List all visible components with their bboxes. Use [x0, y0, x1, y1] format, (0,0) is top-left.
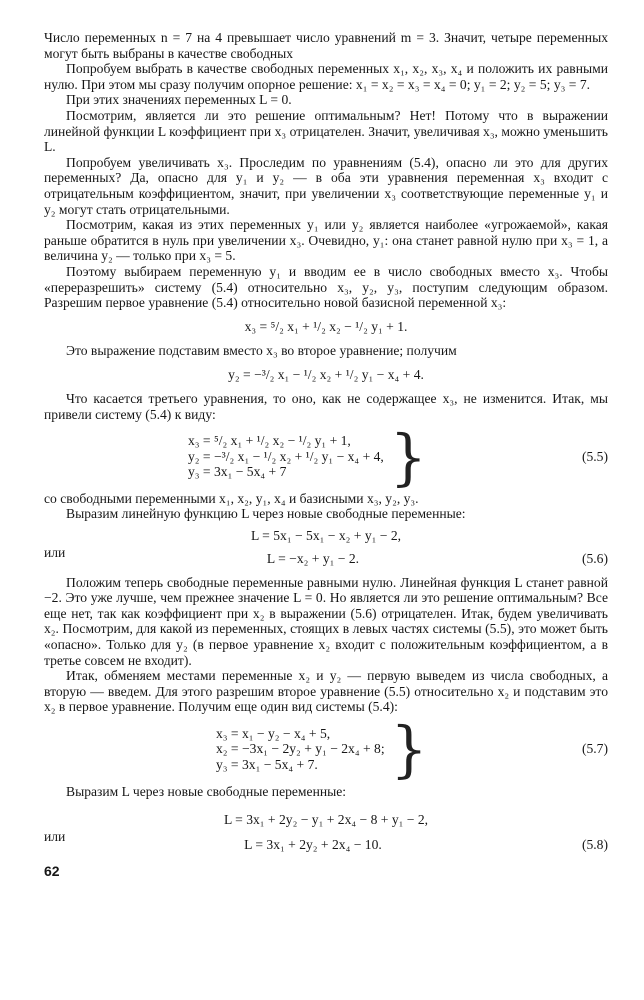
equation-number-5-7: (5.7): [581, 741, 608, 757]
paragraph-7: Поэтому выбираем переменную y₁ и вводим ее в число свободных вместо x₃. Чтобы «переразрешить» систему (5.4) относительно x₃, y₂, y₃, поступим следующим образом. Разрешим первое уравнение (5.4) относительно новой базисной переменной x₃:: [44, 263, 608, 311]
paragraph-exchange: Итак, обменяем местами переменные x₂ и y₂ — первую выведем из числа свободных, а вторую — введем. Для этого разрешим второе уравнение (5.5) относительно x₂ и подставим это x₂ в первое уравнение. Получим еще один вид системы (5.4):: [44, 668, 608, 715]
page-content: [44, 30, 608, 880]
paragraph-third-equation: Что касается третьего уравнения, то оно, как не содержащее x₃, не изменится. Итак, мы привели систему (5.4) к виду:: [44, 391, 608, 423]
paragraph-4: Посмотрим, является ли это решение оптимальным? Нет! Потому что в выражении линейной функции L коэффициент при x₃ отрицателен. Значит, увеличивая x₃, можно уменьшить L.: [44, 107, 608, 155]
right-brace: }: [389, 420, 427, 493]
equation-number-5-8: (5.8): [581, 836, 608, 852]
paragraph-1: Число переменных n = 7 на 4 превышает число уравнений m = 3. Значит, четыре переменных могут быть выбраны в качестве свободных: [44, 30, 608, 61]
system-5-7-line-2: x₂ = −3x₁ − 2y₂ + y₁ − 2x₄ + 8;: [216, 741, 385, 757]
system-5-5: [44, 420, 608, 493]
word-or-2: или: [44, 829, 66, 845]
system-5-5-line-1: x₃ = ⁵/₂ x₁ + ¹/₂ x₂ − ¹/₂ y₁ + 1,: [188, 433, 351, 449]
page-number: 62: [44, 863, 60, 880]
paragraph-express-L-2: Выразим L через новые свободные переменные:: [66, 783, 347, 799]
paragraph-3: При этих значениях переменных L = 0.: [66, 92, 292, 108]
paragraph-2: Попробуем выбрать в качестве свободных переменных x₁, x₂, x₃, x₄ и положить их равными нулю. При этом мы сразу получим опорное решение: x₁ = x₂ = x₃ = x₄ = 0; y₁ = 2; y₂ = 5; y₃ = 7.: [44, 61, 608, 92]
system-5-7-line-1: x₃ = x₁ − y₂ − x₄ + 5,: [216, 725, 331, 741]
system-5-7-line-3: y₃ = 3x₁ − 5x₄ + 7.: [216, 756, 318, 772]
equation-5-6: L = −x₂ + y₁ − 2.: [266, 551, 360, 567]
equation-L-expanded: L = 5x₁ − 5x₁ − x₂ + y₁ − 2,: [250, 527, 402, 543]
system-5-5-line-2: y₂ = −³/₂ x₁ − ¹/₂ x₂ + ¹/₂ y₁ − x₄ + 4,: [188, 448, 384, 464]
paragraph-6: Посмотрим, какая из этих переменных y₁ или y₂ является наиболее «угрожаемой», какая раньше обратится в нуль при увеличении x₃. Очевидно, y₁: она станет равной нулю при x₃ = 1, а величина y₂ — только при x₃ = 5.: [44, 217, 608, 264]
equation-number-5-6: (5.6): [581, 551, 608, 567]
right-brace: }: [390, 713, 428, 785]
paragraph-express-L: Выразим линейную функцию L через новые свободные переменные:: [66, 506, 466, 522]
system-5-7: [44, 713, 608, 785]
equation-5-8-row: [44, 837, 608, 853]
equation-number-5-5: (5.5): [581, 448, 608, 464]
equation-L-expanded-2: L = 3x₁ + 2y₂ − y₁ + 2x₄ − 8 + y₁ − 2,: [223, 811, 429, 827]
word-or-1: или: [44, 545, 66, 561]
system-5-5-line-3: y₃ = 3x₁ − 5x₄ + 7: [188, 464, 287, 480]
equation-5-8: L = 3x₁ + 2y₂ + 2x₄ − 10.: [244, 836, 382, 852]
paragraph-5: Попробуем увеличивать x₃. Проследим по уравнениям (5.4), опасно ли это для других переменных? Да, опасно для y₁ и y₂ — в оба эти уравнения переменная x₃ входит с отрицательным коэффициентом, значит, при увеличении x₃ соответствующие переменные y₁ и y₂ могут стать отрицательными.: [44, 154, 608, 217]
equation-y2: y₂ = −³/₂ x₁ − ¹/₂ x₂ + ¹/₂ y₁ − x₄ + 4.: [228, 366, 424, 382]
paragraph-free-variables: со свободными переменными x₁, x₂, y₁, x₄ и базисными x₃, y₂, y₃.: [44, 490, 419, 506]
equation-5-6-row: [44, 551, 608, 567]
equation-x3: x₃ = ⁵/₂ x₁ + ¹/₂ x₂ − ¹/₂ y₁ + 1.: [244, 318, 408, 334]
paragraph-set-zero: Положим теперь свободные переменные равными нулю. Линейная функция L станет равной −2. Это уже лучше, чем прежнее значение L = 0. Но является ли это решение оптимальным? Все еще нет, так как коэффициент при x₂ в выражении (5.6) отрицателен. Итак, будем увеличивать x₂. Посмотрим, для какой из переменных, стоящих в левых частях системы (5.5), это может быть «опасно». Только для y₂ (в первое уравнение x₂ входит с положительным коэффициентом, а в третье совсем не входит).: [44, 574, 608, 668]
system-5-7-lines: [216, 726, 385, 773]
system-5-5-lines: [188, 433, 384, 480]
paragraph-substitute: Это выражение подставим вместо x₃ во второе уравнение; получим: [66, 343, 457, 359]
